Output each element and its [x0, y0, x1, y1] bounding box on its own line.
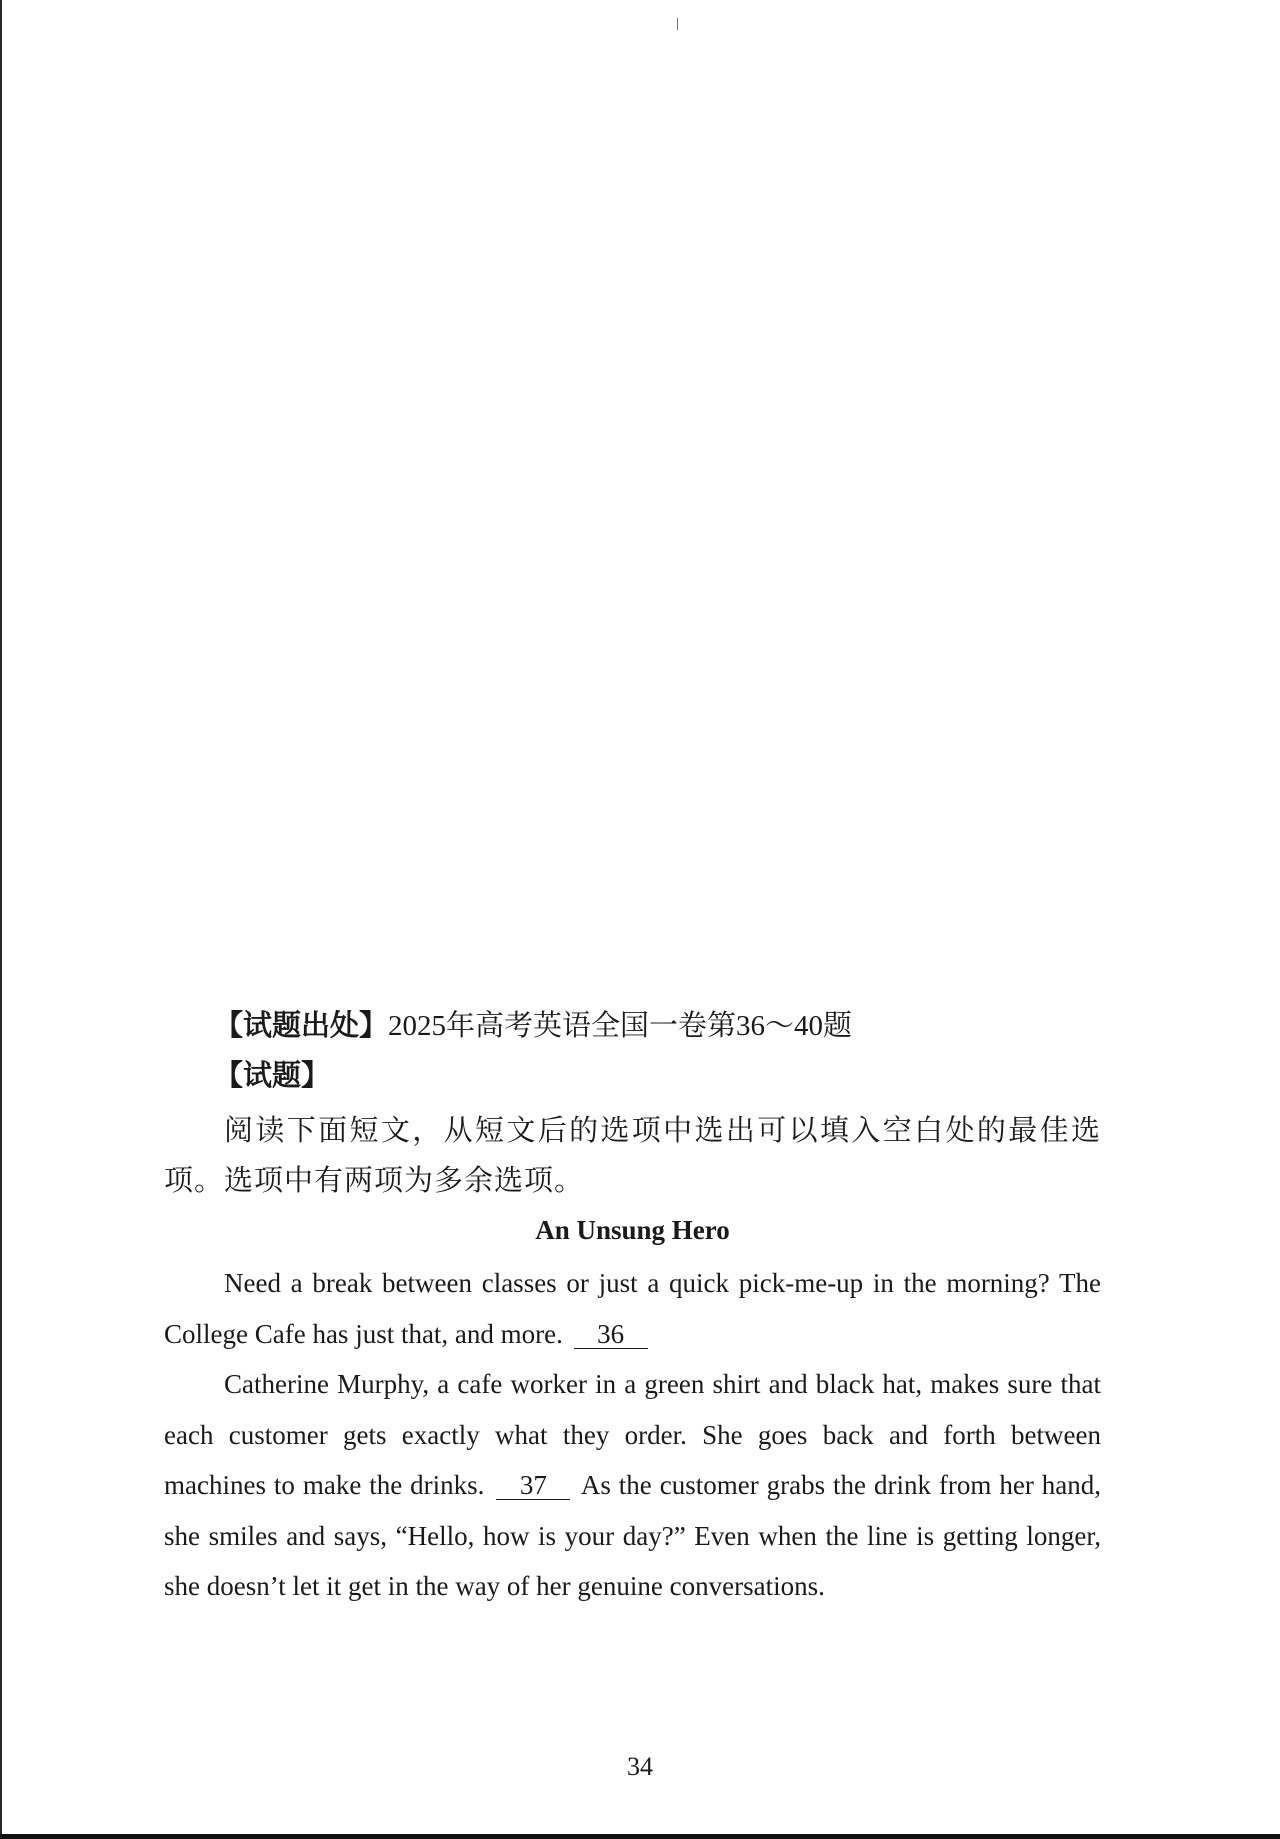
- question-source-label: 【试题出处】: [214, 1010, 389, 1042]
- instructions: 阅读下面短文，从短文后的选项中选出可以填入空白处的最佳选项。选项中有两项为多余选项。: [164, 1115, 1101, 1197]
- blank-37: 37: [496, 1471, 570, 1500]
- paragraph-text: Catherine Murphy, a cafe worker in a green shirt and black hat, makes sure that each customer gets exactly what they order. She goes back and forth between machines to make the drinks.: [164, 1369, 1101, 1500]
- paragraph-text: As the customer grabs the drink from her hand, she smiles and says, “Hello, how is your day?” Even when the line is getting longer, she doesn’t let it get in the way of her genuine conversations.: [164, 1470, 1101, 1601]
- blank-36: 36: [574, 1320, 648, 1349]
- passage-paragraph-1: [164, 1258, 1101, 1359]
- question-source-text: 2025年高考英语全国一卷第36～40题: [388, 1010, 853, 1042]
- paragraph-text: Need a break between classes or just a quick pick-me-up in the morning? The College Cafe has just that, and more.: [164, 1268, 1101, 1349]
- scan-edge-left: [0, 0, 2, 1839]
- passage-paragraph-2: [164, 1359, 1101, 1612]
- page-number: 34: [627, 1752, 653, 1781]
- section-label: 【试题】: [214, 1060, 331, 1092]
- scan-edge-bottom: [0, 1834, 1280, 1839]
- scan-mark: [677, 18, 678, 30]
- passage-title: An Unsung Hero: [535, 1215, 730, 1245]
- question-source: [214, 1006, 852, 1046]
